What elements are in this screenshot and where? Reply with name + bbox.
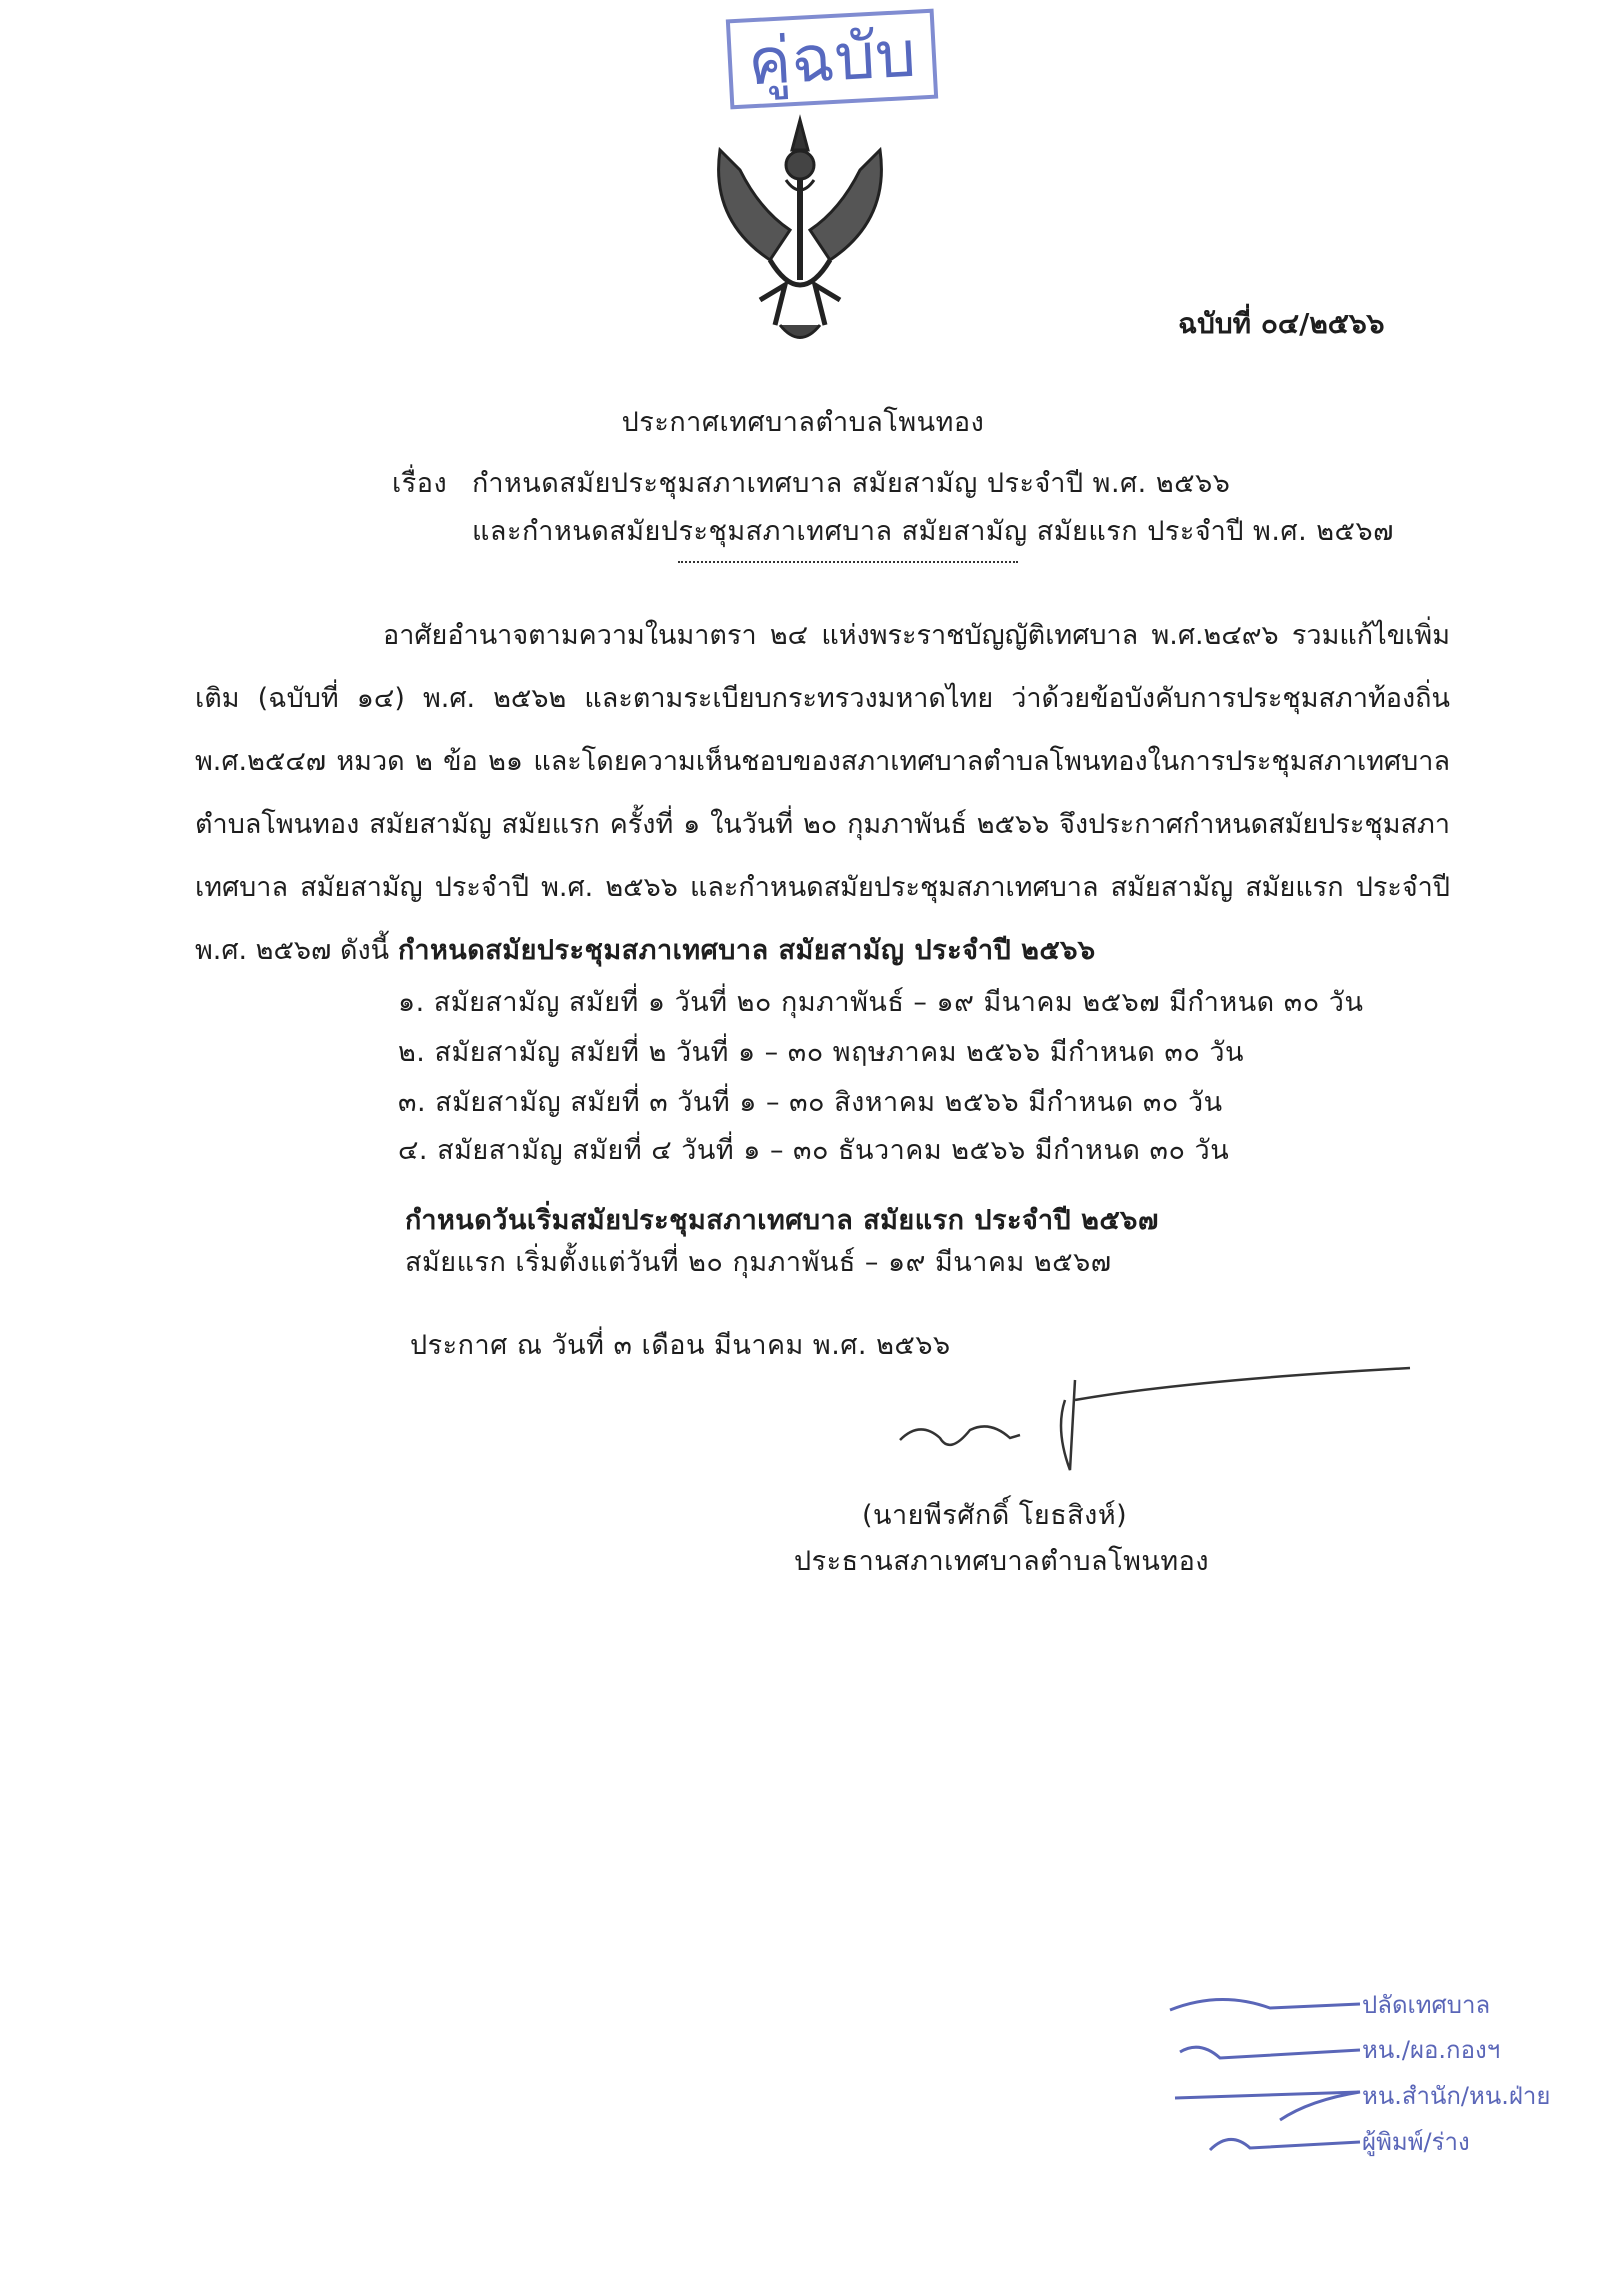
separator-dots xyxy=(678,561,1018,563)
subject-label: เรื่อง xyxy=(392,468,448,499)
subject-line-2: และกำหนดสมัยประชุมสภาเทศบาล สมัยสามัญ สมัยแรก ประจำปี พ.ศ. ๒๕๖๗ xyxy=(472,516,1394,547)
routing-item: หน.สำนัก/หน.ฝ่าย xyxy=(1362,2082,1551,2110)
signer-name: (นายพีรศักดิ์ โยธสิงห์) xyxy=(862,1500,1128,1531)
section2-text: สมัยแรก เริ่มตั้งแต่วันที่ ๒๐ กุมภาพันธ์ – ๑๙ มีนาคม ๒๕๖๗ xyxy=(405,1247,1112,1278)
subject-line-1: กำหนดสมัยประชุมสภาเทศบาล สมัยสามัญ ประจำปี พ.ศ. ๒๕๖๖ xyxy=(472,468,1231,499)
body-paragraph: อาศัยอำนาจตามความในมาตรา ๒๔ แห่งพระราชบัญญัติเทศบาล พ.ศ.๒๔๙๖ รวมแก้ไขเพิ่มเติม (ฉบับที่ ๑๔) พ.ศ. ๒๕๖๒ และตามระเบียบกระทรวงมหาดไทย ว่าด้วยข้อบังคับการประชุมสภาท้องถิ่น พ.ศ.๒๕๔๗ หมวด ๒ ข้อ ๒๑ และโดยความเห็นชอบของสภาเทศบาลตำบลโพนทองในการประชุมสภาเทศบาลตำบลโพนทอง สมัยสามัญ สมัยแรก ครั้งที่ ๑ ในวันที่ ๒๐ กุมภาพันธ์ ๒๕๖๖ จึงประกาศกำหนดสมัยประชุมสภาเทศบาล สมัยสามัญ ประจำปี พ.ศ. ๒๕๖๖ และกำหนดสมัยประชุมสภาเทศบาล สมัยสามัญ สมัยแรก ประจำปี พ.ศ. ๒๕๖๗ ดังนี้ xyxy=(195,620,1450,966)
edition-number: ฉบับที่ ๐๔/๒๕๖๖ xyxy=(1178,307,1385,340)
section1-heading: กำหนดสมัยประชุมสภาเทศบาล สมัยสามัญ ประจำปี ๒๕๖๖ xyxy=(398,935,1096,966)
announcement-title: ประกาศเทศบาลตำบลโพนทอง xyxy=(621,407,985,438)
copy-stamp: คู่ฉบับ xyxy=(726,9,938,110)
section2-heading: กำหนดวันเริ่มสมัยประชุมสภาเทศบาล สมัยแรก ประจำปี ๒๕๖๗ xyxy=(405,1205,1159,1236)
session-item: ๔. สมัยสามัญ สมัยที่ ๔ วันที่ ๑ – ๓๐ ธันวาคม ๒๕๖๖ มีกำหนด ๓๐ วัน xyxy=(398,1135,1230,1166)
routing-item: หน./ผอ.กองฯ xyxy=(1362,2036,1501,2064)
session-item: ๓. สมัยสามัญ สมัยที่ ๓ วันที่ ๑ – ๓๐ สิงหาคม ๒๕๖๖ มีกำหนด ๓๐ วัน xyxy=(398,1087,1223,1118)
announced-date: ประกาศ ณ วันที่ ๓ เดือน มีนาคม พ.ศ. ๒๕๖๖ xyxy=(410,1330,951,1361)
session-item: ๑. สมัยสามัญ สมัยที่ ๑ วันที่ ๒๐ กุมภาพันธ์ – ๑๙ มีนาคม ๒๕๖๗ มีกำหนด ๓๐ วัน xyxy=(398,987,1364,1018)
session-item: ๒. สมัยสามัญ สมัยที่ ๒ วันที่ ๑ – ๓๐ พฤษภาคม ๒๕๖๖ มีกำหนด ๓๐ วัน xyxy=(398,1037,1245,1068)
routing-item: ผู้พิมพ์/ร่าง xyxy=(1362,2128,1470,2156)
signer-position: ประธานสภาเทศบาลตำบลโพนทอง xyxy=(794,1546,1210,1577)
garuda-emblem-icon xyxy=(700,110,900,350)
handwritten-signature xyxy=(890,1360,1420,1480)
routing-item: ปลัดเทศบาล xyxy=(1362,1991,1491,2019)
